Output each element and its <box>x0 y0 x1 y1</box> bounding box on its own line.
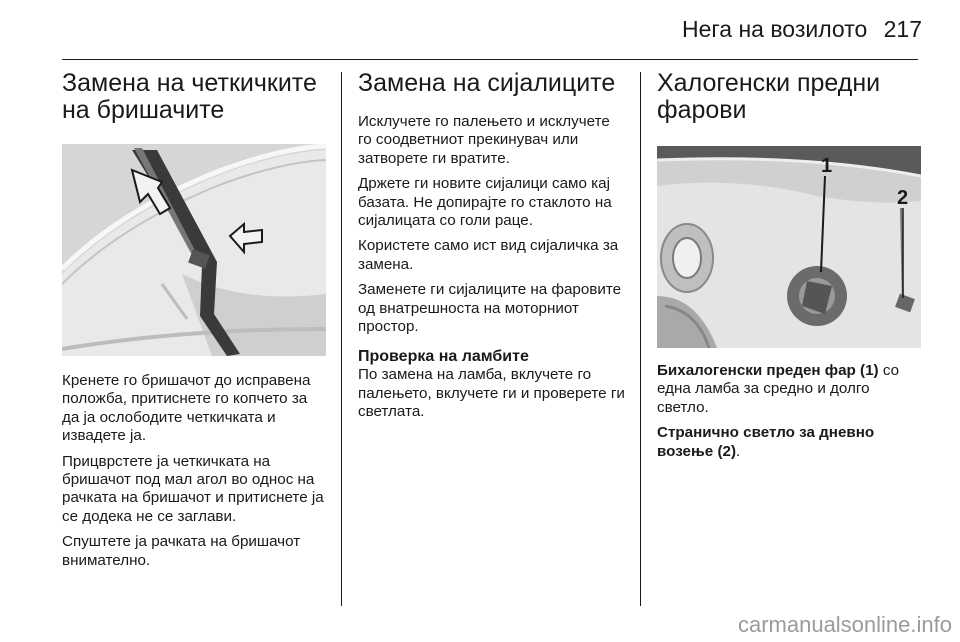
page-number: 217 <box>883 16 922 42</box>
column-wiper-blades <box>62 70 326 577</box>
section-heading-bulb-replacement: Замена на сијалиците <box>358 69 616 97</box>
column-halogen-headlights <box>657 70 925 468</box>
running-header-title: Нега на возилото <box>682 16 868 42</box>
figure-label-2: 2 <box>897 187 909 209</box>
headlight-illustration <box>657 146 921 348</box>
paragraph-switch-off-ignition: Исклучете го палењето и исклучете го соодветниот прекинувач или затворете ги вратите. <box>358 113 610 167</box>
paragraph-daytime-running-light <box>657 424 925 461</box>
term-bi-halogen-headlight: Бихалогенски преден фар (1) <box>657 362 879 379</box>
column-bulb-replacement <box>358 70 626 429</box>
paragraph-bulb-check: По замена на ламба, вклучете го палењето, вклучете ги и проверете ги светлата. <box>358 366 625 421</box>
paragraph-bi-halogen-text: со една ламба за средно и долго светло. <box>657 362 900 416</box>
paragraph-same-type: Користете само ист вид сијаличка за замена. <box>358 237 619 273</box>
paragraph-bi-halogen <box>657 362 925 417</box>
watermark: carmanualsonline.info <box>737 612 952 637</box>
column-divider-2 <box>640 72 641 606</box>
term-daytime-running-light: Странично светло за дневно возење (2) <box>657 424 875 460</box>
subheading-bulb-check: Проверка на ламбите <box>358 348 529 366</box>
header-divider <box>62 59 918 60</box>
section-heading-wiper-blades: Замена на четкичките на бришачите <box>62 69 317 124</box>
figure-label-1: 1 <box>821 155 833 177</box>
paragraph-lower-wiper: Спуштете ја рачката на бришачот внимателно. <box>62 533 301 569</box>
paragraph-attach-blade: Прицврстете ја четкичката на бришачот под мал агол во однос на рачката на бришачот и притиснете ја се додека не се заглави. <box>62 452 324 525</box>
section-heading-halogen-headlights: Халогенски предни фарови <box>657 69 881 124</box>
column-divider-1 <box>341 72 342 606</box>
paragraph-hold-by-base: Држете ги новите сијалици само кај базата. Не допирајте го стаклото на сијалицата со голи раце. <box>358 175 612 230</box>
paragraph-raise-wiper: Кренете го бришачот до исправена положба, притиснете го копчето за да ја ослободите четкичката и извадете ја. <box>62 372 311 445</box>
paragraph-from-engine-compartment: Заменете ги сијалиците на фаровите од внатрешноста на моторниот простор. <box>358 281 622 336</box>
paragraph-daytime-running-light-text: . <box>736 442 741 460</box>
wiper-illustration <box>62 144 326 356</box>
